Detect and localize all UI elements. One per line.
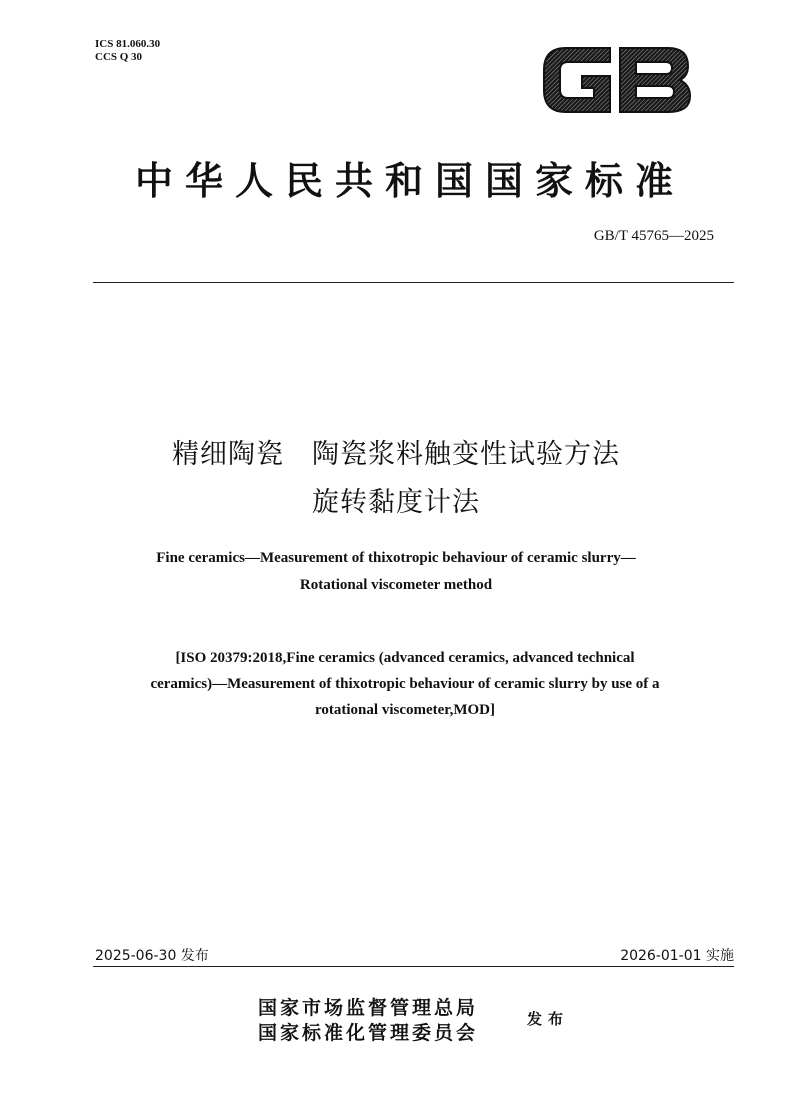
- national-standard-heading: 中华人民共和国国家标准: [134, 158, 685, 203]
- standard-number: GB/T 45765—2025: [593, 228, 714, 244]
- iso-reference: [95, 645, 715, 723]
- issue-date: 2025-06-30 发布: [95, 948, 209, 964]
- gb-logo: [538, 40, 693, 120]
- issuer-line2: 国家标准化管理委员会: [258, 1022, 479, 1044]
- classification-codes: [95, 38, 160, 64]
- implementation-date: 2026-01-01 实施: [620, 948, 734, 964]
- iso-reference-line1: [ISO 20379:2018,Fine ceramics (advanced ceramics, advanced technical: [175, 650, 635, 666]
- iso-reference-line3: rotational viscometer,MOD]: [315, 702, 495, 718]
- title-en-line2: Rotational viscometer method: [299, 577, 493, 593]
- issuer-line1: 国家市场监督管理总局: [258, 997, 479, 1019]
- title-cn-line1: 精细陶瓷 陶瓷浆料触变性试验方法: [172, 439, 620, 470]
- title-cn-line2: 旋转黏度计法: [312, 487, 480, 518]
- ccs-code: CCS Q 30: [95, 51, 143, 63]
- ics-code: ICS 81.060.30: [95, 38, 161, 50]
- title-en-line1: Fine ceramics—Measurement of thixotropic behaviour of ceramic slurry—: [156, 550, 636, 566]
- publish-label: 发布: [527, 1010, 570, 1028]
- iso-reference-line2: ceramics)—Measurement of thixotropic behaviour of ceramic slurry by use of a: [150, 676, 660, 692]
- header-divider: [93, 282, 734, 283]
- footer-divider: [93, 966, 734, 967]
